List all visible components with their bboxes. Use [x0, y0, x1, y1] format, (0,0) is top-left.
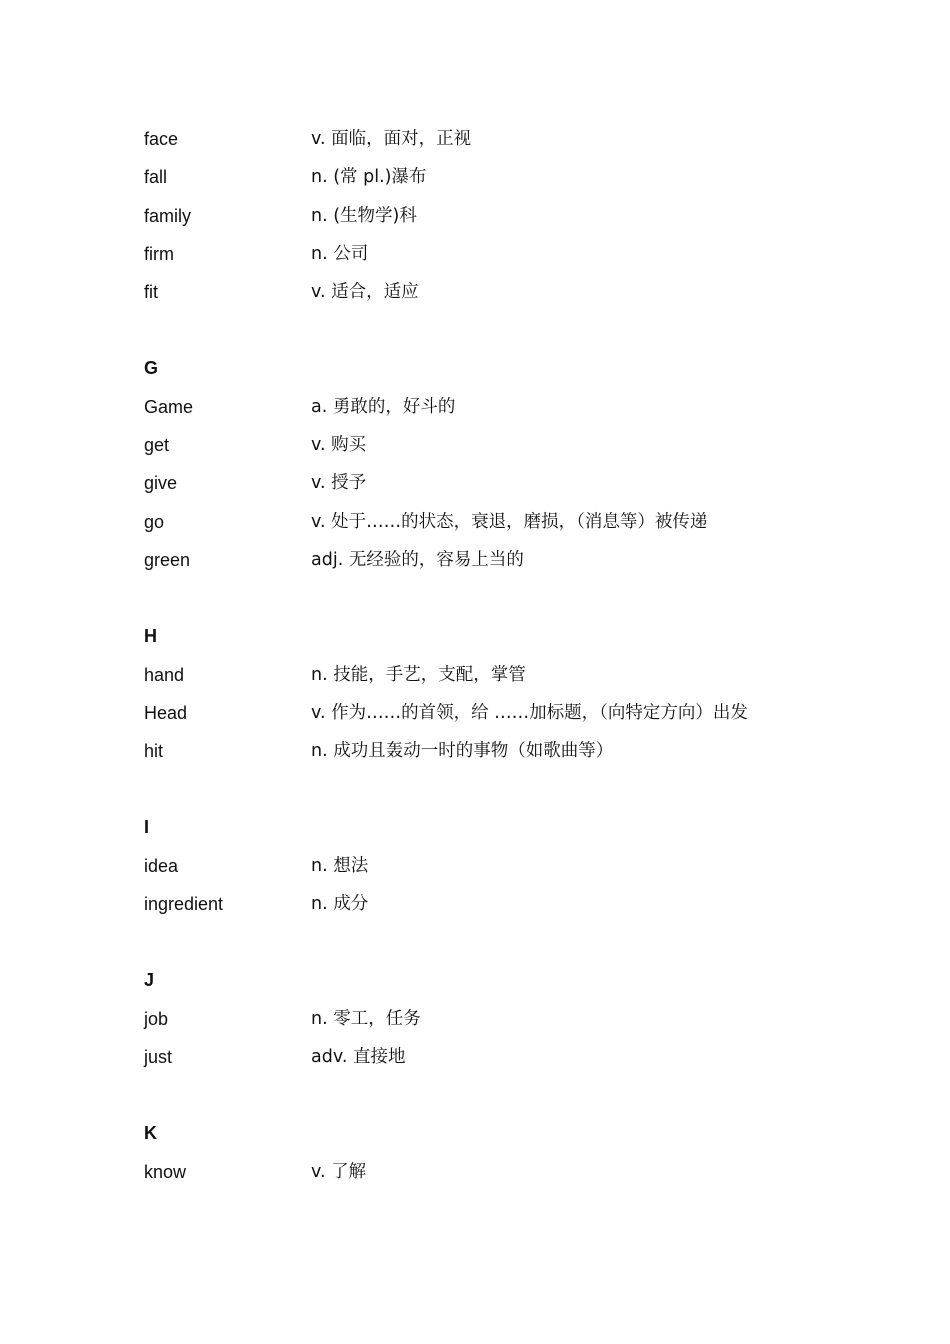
section-k — [144, 1114, 844, 1191]
entry-row — [144, 273, 844, 311]
entry-row — [144, 464, 844, 502]
section-j — [144, 961, 844, 1076]
entry-word: Game — [144, 396, 194, 417]
entry-definition: v. 处于……的状态，衰退，磨损，（消息等）被传递 — [311, 511, 708, 532]
entry-row — [144, 158, 844, 196]
entry-row — [144, 1000, 844, 1038]
section-f — [144, 120, 844, 311]
entry-row — [144, 885, 844, 923]
entry-word: idea — [144, 855, 179, 876]
entry-definition: n. 公司 — [311, 243, 369, 264]
entry-word: firm — [144, 243, 174, 264]
entry-word: give — [144, 473, 178, 494]
entry-definition: v. 作为……的首领，给 ……加标题，（向特定方向）出发 — [311, 702, 748, 723]
entry-word: hand — [144, 664, 185, 685]
section-g — [144, 349, 844, 579]
entry-definition: a. 勇敢的，好斗的 — [311, 396, 456, 417]
entry-word: ingredient — [144, 894, 224, 915]
section-letter: H — [144, 626, 157, 647]
entry-definition: n. 成功且轰动一时的事物（如歌曲等） — [311, 741, 614, 762]
entry-definition: v. 购买 — [311, 435, 367, 456]
entry-definition: n. 想法 — [311, 855, 369, 876]
entry-row — [144, 541, 844, 579]
entry-word: green — [144, 549, 191, 570]
section-i — [144, 808, 844, 923]
entry-row — [144, 197, 844, 235]
entry-definition: n. (生物学)科 — [311, 205, 417, 226]
entry-word: just — [144, 1046, 173, 1067]
entry-row — [144, 1153, 844, 1191]
entry-row — [144, 694, 844, 732]
entry-word: know — [144, 1161, 187, 1182]
entry-word: face — [144, 129, 179, 149]
entry-word: Head — [144, 702, 188, 723]
entry-definition: n. 零工，任务 — [311, 1008, 421, 1029]
entry-word: fall — [144, 167, 168, 188]
entry-row — [144, 1038, 844, 1076]
entry-definition: n. (常 pl.)瀑布 — [311, 167, 427, 188]
entry-row — [144, 388, 844, 426]
entry-word: family — [144, 205, 192, 226]
section-h — [144, 617, 844, 770]
entry-definition: n. 技能，手艺，支配，掌管 — [311, 664, 526, 685]
entry-row — [144, 120, 844, 158]
entry-word: get — [144, 435, 170, 456]
entry-word: job — [144, 1008, 169, 1029]
entry-definition: v. 授予 — [311, 473, 367, 494]
entry-definition: n. 成分 — [311, 894, 369, 915]
section-letter: I — [144, 817, 150, 838]
entry-definition: v. 面临，面对，正视 — [311, 129, 472, 149]
entry-row — [144, 732, 844, 770]
section-letter: K — [144, 1123, 157, 1144]
entry-row — [144, 503, 844, 541]
section-letter: G — [144, 358, 159, 379]
entry-definition: v. 了解 — [311, 1161, 367, 1182]
entry-definition: v. 适合，适应 — [311, 282, 419, 303]
vocabulary-list — [144, 120, 844, 1191]
entry-row — [144, 656, 844, 694]
entry-row — [144, 847, 844, 885]
section-letter: J — [144, 970, 155, 991]
entry-row — [144, 235, 844, 273]
entry-word: hit — [144, 741, 164, 762]
entry-word: go — [144, 511, 165, 532]
entry-definition: adv. 直接地 — [311, 1046, 406, 1067]
entry-word: fit — [144, 282, 159, 303]
entry-row — [144, 426, 844, 464]
entry-definition: adj. 无经验的，容易上当的 — [311, 549, 524, 570]
